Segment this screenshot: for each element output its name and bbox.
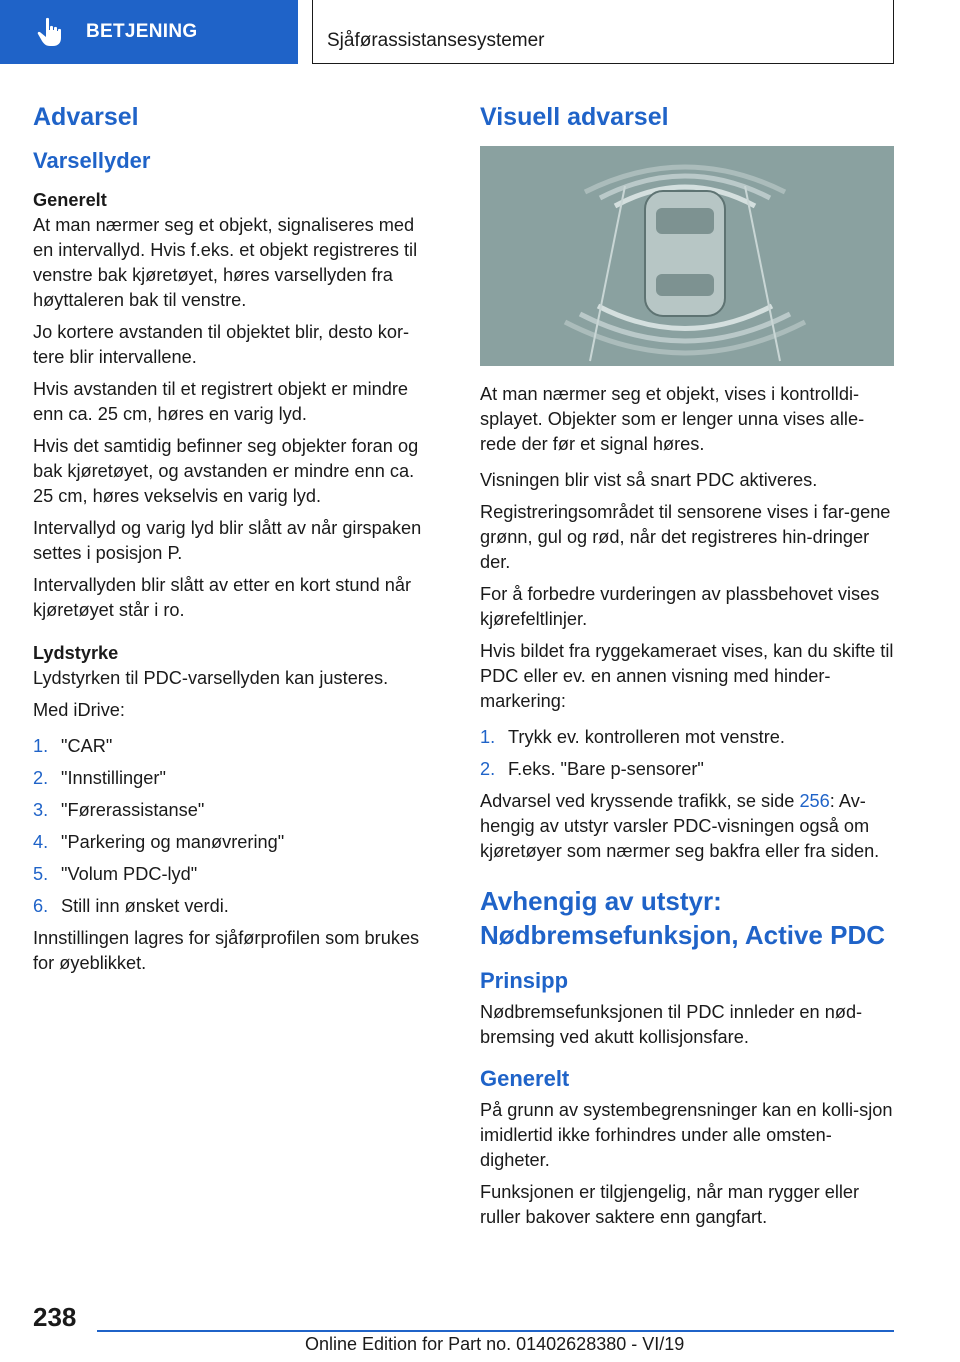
step-text: "Innstillinger" bbox=[61, 768, 166, 788]
list-item bbox=[480, 725, 898, 750]
paragraph: For å forbedre vurderingen av plassbehovet vises kjørefeltlinjer. bbox=[480, 584, 880, 629]
list-item bbox=[33, 830, 438, 855]
paragraph: Med iDrive: bbox=[33, 700, 125, 720]
paragraph: Innstillingen lagres for sjåførprofilen som brukes for øyeblikket. bbox=[33, 928, 420, 973]
step-text: "CAR" bbox=[61, 736, 113, 756]
step-number: 1. bbox=[33, 736, 49, 756]
section-header bbox=[312, 0, 894, 64]
right-column bbox=[480, 100, 898, 1237]
paragraph-text: : Av-hengig av utstyr varsler PDC-visningen også om kjøretøyer som nærmer seg bakfra eller fra siden. bbox=[480, 791, 880, 861]
paragraph: At man nærmer seg et objekt, signaliseres med en intervallyd. Hvis f.eks. et objekt registreres til venstre bak kjøretøyet, høres varsellyden fra høyttaleren bak til venstre. bbox=[33, 215, 418, 310]
step-text: F.eks. "Bare p-sensorer" bbox=[508, 759, 704, 779]
step-number: 3. bbox=[33, 800, 49, 820]
list-item bbox=[480, 757, 898, 782]
heading-visual-warning: Visuell advarsel bbox=[480, 103, 669, 131]
paragraph bbox=[480, 789, 898, 864]
step-number: 1. bbox=[480, 727, 496, 747]
hand-pointer-icon bbox=[34, 15, 68, 49]
step-text: "Førerassistanse" bbox=[61, 800, 205, 820]
paragraph: At man nærmer seg et objekt, vises i kontrolldi-splayet. Objekter som er lenger unna vises alle-rede der før et signal høres. bbox=[480, 384, 865, 454]
paragraph: På grunn av systembegrensninger kan en kolli-sjon imidlertid ikke forhindres under alle omsten-digheter. bbox=[480, 1100, 893, 1170]
list-item bbox=[33, 798, 438, 823]
idrive-steps bbox=[33, 734, 438, 919]
list-item bbox=[33, 734, 438, 759]
step-number: 6. bbox=[33, 896, 49, 916]
step-text: Trykk ev. kontrolleren mot venstre. bbox=[508, 727, 785, 747]
heading-emergency-brake: Avhengig av utstyr: Nødbremsefunksjon, Active PDC bbox=[480, 886, 886, 950]
step-number: 2. bbox=[33, 768, 49, 788]
paragraph: Visningen blir vist så snart PDC aktiveres. bbox=[480, 470, 818, 490]
section-title: Sjåførassistansesystemer bbox=[327, 30, 545, 51]
paragraph: Hvis det samtidig befinner seg objekter foran og bak kjøretøyet, og avstanden er mindre enn ca. 25 cm, høres vekselvis en varig lyd. bbox=[33, 436, 419, 506]
paragraph: Intervallyd og varig lyd blir slått av når girspaken settes i posisjon P. bbox=[33, 518, 422, 563]
left-column bbox=[33, 100, 438, 983]
pdc-display-image bbox=[480, 146, 894, 366]
heading-warning: Advarsel bbox=[33, 103, 139, 131]
view-steps bbox=[480, 725, 898, 782]
edition-note: Online Edition for Part no. 01402628380 - VI/19 bbox=[305, 1334, 685, 1354]
paragraph: Hvis avstanden til et registrert objekt er mindre enn ca. 25 cm, høres en varig lyd. bbox=[33, 379, 409, 424]
page-link[interactable]: 256 bbox=[799, 791, 830, 811]
chapter-tab[interactable] bbox=[0, 0, 298, 64]
step-text: "Parkering og manøvrering" bbox=[61, 832, 285, 852]
heading-principle: Prinsipp bbox=[480, 968, 569, 993]
paragraph: Intervallyden blir slått av etter en kort stund når kjøretøyet står i ro. bbox=[33, 575, 412, 620]
paragraph: Jo kortere avstanden til objektet blir, desto kor-tere blir intervallene. bbox=[33, 322, 410, 367]
step-text: Still inn ønsket verdi. bbox=[61, 896, 229, 916]
list-item bbox=[33, 862, 438, 887]
step-number: 5. bbox=[33, 864, 49, 884]
heading-volume: Lydstyrke bbox=[33, 643, 119, 663]
heading-general-right: Generelt bbox=[480, 1066, 570, 1091]
paragraph-text: Advarsel ved kryssende trafikk, se side bbox=[480, 791, 800, 811]
page-number: 238 bbox=[33, 1302, 77, 1332]
footer-divider bbox=[97, 1330, 894, 1332]
heading-general: Generelt bbox=[33, 190, 107, 210]
heading-warning-sounds: Varsellyder bbox=[33, 148, 151, 173]
step-number: 4. bbox=[33, 832, 49, 852]
paragraph: Lydstyrken til PDC-varsellyden kan justeres. bbox=[33, 668, 389, 688]
list-item bbox=[33, 766, 438, 791]
paragraph: Hvis bildet fra ryggekameraet vises, kan du skifte til PDC eller ev. en annen visning med hinder-markering: bbox=[480, 641, 894, 711]
step-text: "Volum PDC-lyd" bbox=[61, 864, 198, 884]
list-item bbox=[33, 894, 438, 919]
step-number: 2. bbox=[480, 759, 496, 779]
paragraph: Registreringsområdet til sensorene vises i far-gene grønn, gul og rød, når det registreres hin-dringer der. bbox=[480, 502, 891, 572]
paragraph: Funksjonen er tilgjengelig, når man rygger eller ruller bakover saktere enn gangfart. bbox=[480, 1182, 860, 1227]
chapter-label: BETJENING bbox=[86, 21, 198, 42]
paragraph: Nødbremsefunksjonen til PDC innleder en nød-bremsing ved akutt kollisjonsfare. bbox=[480, 1002, 863, 1047]
